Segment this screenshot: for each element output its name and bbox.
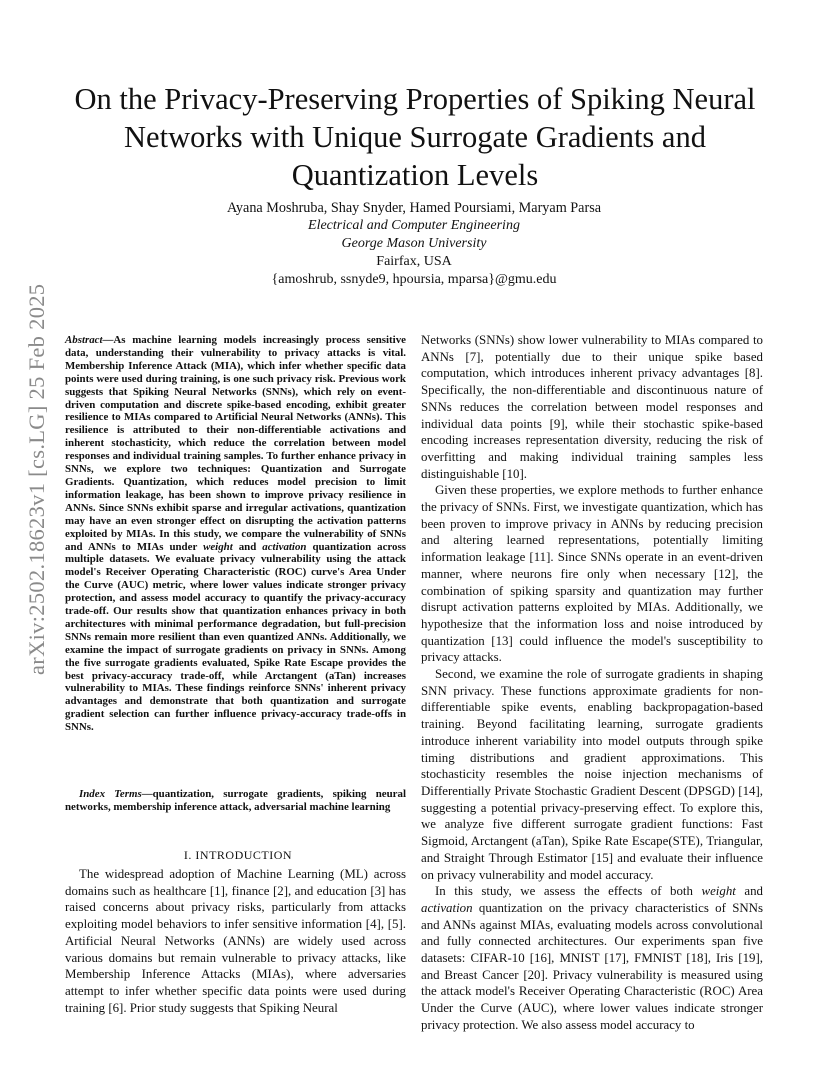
- right-column-body: [421, 332, 763, 1034]
- left-column-body: [65, 866, 406, 1016]
- abstract-text-continued: quantization across multiple datasets. We evaluate privacy vulnerability using the attack model's Receiver Operating Characteristic (ROC) curve's Area Under the Curve (AUC) metric, where lower values indicate stronger privacy protection, and assess model accuracy to quantify the privacy-accuracy trade-off. Our results show that quantization enhances privacy in both architectures with minimal performance degradation, but full-precision SNNs remain more resilient than even quantized ANNs. Additionally, we examine the impact of surrogate gradients on privacy in SNNs. Among the five surrogate gradients evaluated, Spike Rate Escape provides the best privacy-accuracy trade-off, while Arctangent (aTan) increases vulnerability to MIAs. These findings reinforce SNNs' inherent privacy advantages and demonstrate that both quantization and surrogate gradient selection can further influence privacy-accuracy trade-offs in SNNs.: [65, 540, 406, 734]
- abstract-and: and: [232, 540, 263, 553]
- abstract-activation-term: activation: [262, 540, 307, 553]
- arxiv-stamp: arXiv:2502.18623v1 [cs.LG] 25 Feb 2025: [24, 283, 49, 675]
- intro-paragraph-1: The widespread adoption of Machine Learning (ML) across domains such as healthcare [1], finance [2], and education [3] has raised concerns about privacy risks, particularly from attacks exploiting model behaviors to infer sensitive information [4], [5]. Artificial Neural Networks (ANNs) are widely used across various domains but remain vulnerable to privacy attacks, like Membership Inference Attacks (MIAs), where adversaries attempt to infer whether specific data points were used during training [6]. Prior study suggests that Spiking Neural: [65, 867, 406, 1015]
- intro-paragraph-3: Given these properties, we explore methods to further enhance the privacy of SNNs. First, we investigate quantization, which has been proven to improve privacy in ANNs by reducing precision and altering learned representations, potentially limiting information leakage [11]. Since SNNs operate in an event-driven manner, where neurons fire only when necessary [12], the combination of spiking sparsity and quantization may further disrupt activation patterns exploited by MIAs. Additionally, we hypothesize that the information loss and noise introduced by quantization [13] could influence the model's susceptibility to privacy attacks.: [421, 483, 763, 665]
- para5-text-b: quantization on the privacy characteristics of SNNs and ANNs against MIAs, evaluating models across convolutional and fully connected architectures. Our experiments span five datasets: CIFAR-10 [16], MNIST [17], FMNIST [18], Iris [19], and Breast Cancer [20]. Privacy vulnerability is measured using the attack model's Receiver Operating Characteristic (ROC) Area Under the Curve (AUC), where lower values indicate stronger privacy protection. We also assess model accuracy to: [421, 900, 763, 1032]
- para5-activation-term: activation: [421, 900, 473, 915]
- abstract: [65, 334, 406, 734]
- affiliation-university: George Mason University: [341, 236, 487, 251]
- para5-and: and: [735, 884, 763, 899]
- index-terms: [65, 788, 406, 814]
- abstract-weight-term: weight: [203, 540, 233, 553]
- index-terms-label: Index Terms: [79, 788, 142, 800]
- intro-paragraph-4: Second, we examine the role of surrogate gradients in shaping SNN privacy. These functions approximate gradients for non-differentiable spike events, enabling backpropagation-based training. Beyond facilitating learning, surrogate gradients introduce inherent variability into model outputs through spike timing distributions and gradient approximations. This stochasticity resembles the noise injection mechanisms of Differentially Private Stochastic Gradient Descent (DPSGD) [14], suggesting a potential privacy-preserving effect. To explore this, we analyze five different surrogate gradient functions: Fast Sigmoid, Arctangent (aTan), Spike Rate Escape(STE), Triangular, and Straight Through Estimator [15] and evaluate their influence on privacy vulnerability and model accuracy.: [421, 667, 763, 882]
- intro-paragraph-2: Networks (SNNs) show lower vulnerability to MIAs compared to ANNs [7], potentially due to their unique spike based computation, which introduces inherent privacy advantages [8]. Specifically, the non-differentiable and discontinuous nature of SNNs reduces the correlation between model responses and individual data points [9], while their stochastic spike-based encoding increases representation diversity, reducing the risk of overfitting and making individual training samples less distinguishable [10].: [421, 333, 763, 481]
- abstract-text: —As machine learning models increasingly process sensitive data, understanding their vulnerability to privacy attacks is vital. Membership Inference Attack (MIA), which infer whether specific data points were used during training, is one such privacy risk. Previous work suggests that Spiking Neural Networks (SNNs), which rely on event-driven computation and discrete spike-based encoding, exhibit greater resilience to MIAs compared to Artificial Neural Networks (ANNs). This resilience is attributed to their non-differentiable activations and inherent stochasticity, which reduce the correlation between model responses and individual training samples. To further enhance privacy in SNNs, we explore two techniques: Quantization and Surrogate Gradients. Quantization, which reduces model precision to limit information leakage, has been shown to improve privacy resilience in ANNs. Since SNNs exhibit sparse and irregular activations, quantization may have an even stronger effect on disrupting the activation patterns exploited by MIAs. In this study, we compare the vulnerability of SNNs and ANNs to MIAs under: [65, 334, 406, 553]
- para5-weight-term: weight: [701, 884, 736, 899]
- para5-text-a: In this study, we assess the effects of both: [435, 884, 702, 899]
- index-terms-text: —quantization, surrogate gradients, spiking neural networks, membership inference attack, adversarial machine learning: [65, 788, 406, 813]
- abstract-label: Abstract: [65, 334, 103, 346]
- authors: Ayana Moshruba, Shay Snyder, Hamed Poursiami, Maryam Parsa: [226, 200, 602, 216]
- affiliation-emails: {amoshrub, ssnyde9, hpoursia, mparsa}@gmu.edu: [271, 272, 557, 287]
- affiliation-department: Electrical and Computer Engineering: [308, 218, 520, 233]
- affiliation-location: Fairfax, USA: [376, 254, 452, 269]
- paper-title: On the Privacy-Preserving Properties of Spiking Neural Networks with Unique Surrogate Gradients and Quantization Levels: [74, 82, 756, 192]
- section-heading: I. INTRODUCTION: [183, 848, 293, 862]
- intro-paragraph-5: [421, 883, 763, 1033]
